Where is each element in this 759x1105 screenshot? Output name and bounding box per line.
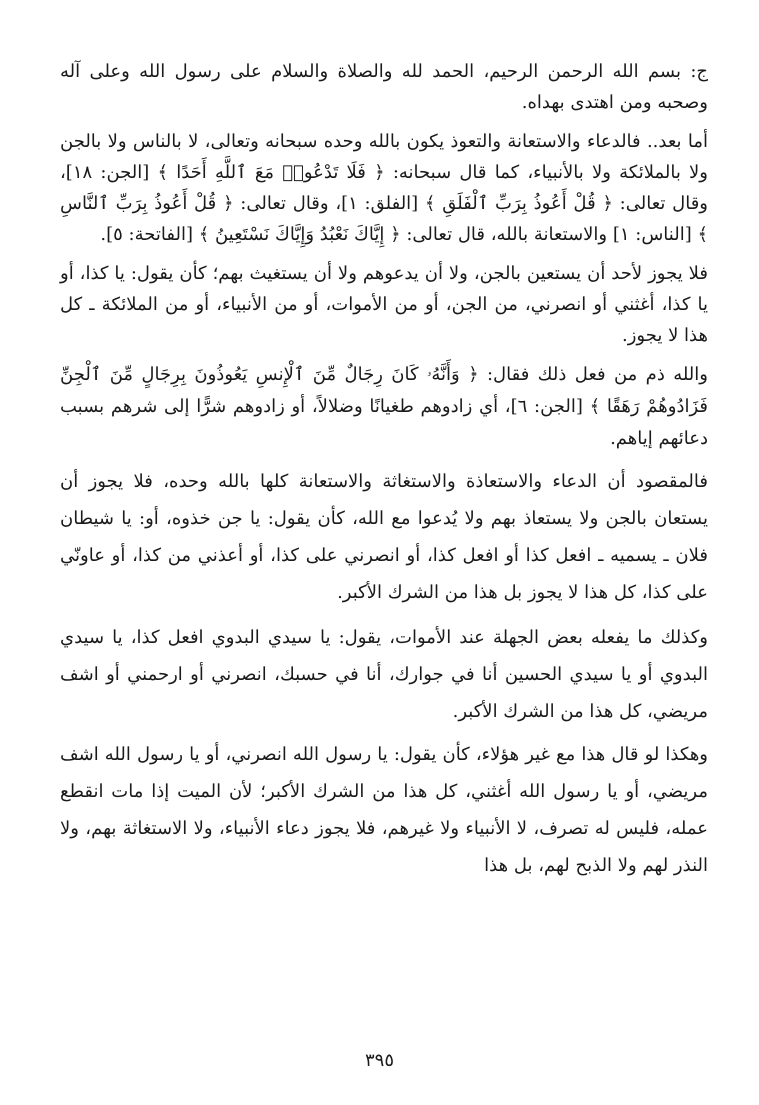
page-number: ٣٩٥ [364,1050,394,1071]
paragraph-intended-meaning: فالمقصود أن الدعاء والاستعاذة والاستغاثة والاستعانة كلها بالله وحده، فلا يجوز أن يستعان بالجن ولا يستعاذ بهم ولا يُدعوا مع الله، كأن يقول: يا جن خذوه، أو: يا شيطان فلان ـ يسميه ـ افعل كذا أو افعل كذا، أو انصرني على كذا، أو أعذني من كذا، أو عاونّي على كذا، كل هذا لا يجوز بل هذا من الشرك الأكبر. [60,471,708,603]
paragraph-ignorant-at-graves: وكذلك ما يفعله بعض الجهلة عند الأموات، يقول: يا سيدي البدوي افعل كذا، يا سيدي البدوي أو يا سيدي الحسين أنا في جوارك، أنا في حسبك، انصرني أو ارحمني أو اشف مريضي، كل هذا من الشرك الأكبر. [60,627,708,722]
paragraph-answer-intro: ج: بسم الله الرحمن الرحيم، الحمد لله والصلاة والسلام على رسول الله وعلى آله وصحبه ومن اهتدى بهداه. [60,61,708,113]
page-body [60,56,708,884]
paragraph-others-too: وهكذا لو قال هذا مع غير هؤلاء، كأن يقول: يا رسول الله انصرني، أو يا رسول الله اشف مريضي، أو يا رسول الله أغثني، كل هذا من الشرك الأكبر؛ لأن الميت إذا مات انقطع عمله، فليس له تصرف، لا الأنبياء ولا غيرهم، فلا يجوز دعاء الأنبياء، ولا الاستغاثة بهم، ولا النذر لهم ولا الذبح لهم، بل هذا [60,744,708,876]
paragraph-quran-censure: والله ذم من فعل ذلك فقال: ﴿ وَأَنَّهُۥ كَانَ رِجَالٌ مِّنَ ٱلْإِنسِ يَعُوذُونَ بِرِجَالٍ مِّنَ ٱلْجِنِّ فَزَادُوهُمْ رَهَقًا ﴾ [الجن: ٦]، أي زادوهم طغيانًا وضلالاً، أو زادوهم شرًّا إلى شرهم بسبب دعائهم إياهم. [60,364,709,449]
paragraph-no-seeking-jinn: فلا يجوز لأحد أن يستعين بالجن، ولا أن يدعوهم ولا أن يستغيث بهم؛ كأن يقول: يا كذا، أو يا كذا، أغثني أو انصرني، من الجن، أو من الأموات، أو من الأنبياء، أو من الملائكة ـ كل هذا لا يجوز. [60,263,708,346]
paragraph-dua-by-allah: أما بعد.. فالدعاء والاستعانة والتعوذ يكون بالله وحده سبحانه وتعالى، لا بالناس ولا بالجن ولا بالملائكة ولا بالأنبياء، كما قال سبحانه: ﴿ فَلَا تَدْعُوا۟ مَعَ ٱللَّهِ أَحَدًا ﴾ [الجن: ١٨]، وقال تعالى: ﴿ قُلْ أَعُوذُ بِرَبِّ ٱلْفَلَقِ ﴾ [الفلق: ١]، وقال تعالى: ﴿ قُلْ أَعُوذُ بِرَبِّ ٱلنَّاسِ ﴾ [الناس: ١] والاستعانة بالله، قال تعالى: ﴿ إِيَّاكَ نَعْبُدُ وَإِيَّاكَ نَسْتَعِينُ ﴾ [الفاتحة: ٥]. [60,131,708,245]
